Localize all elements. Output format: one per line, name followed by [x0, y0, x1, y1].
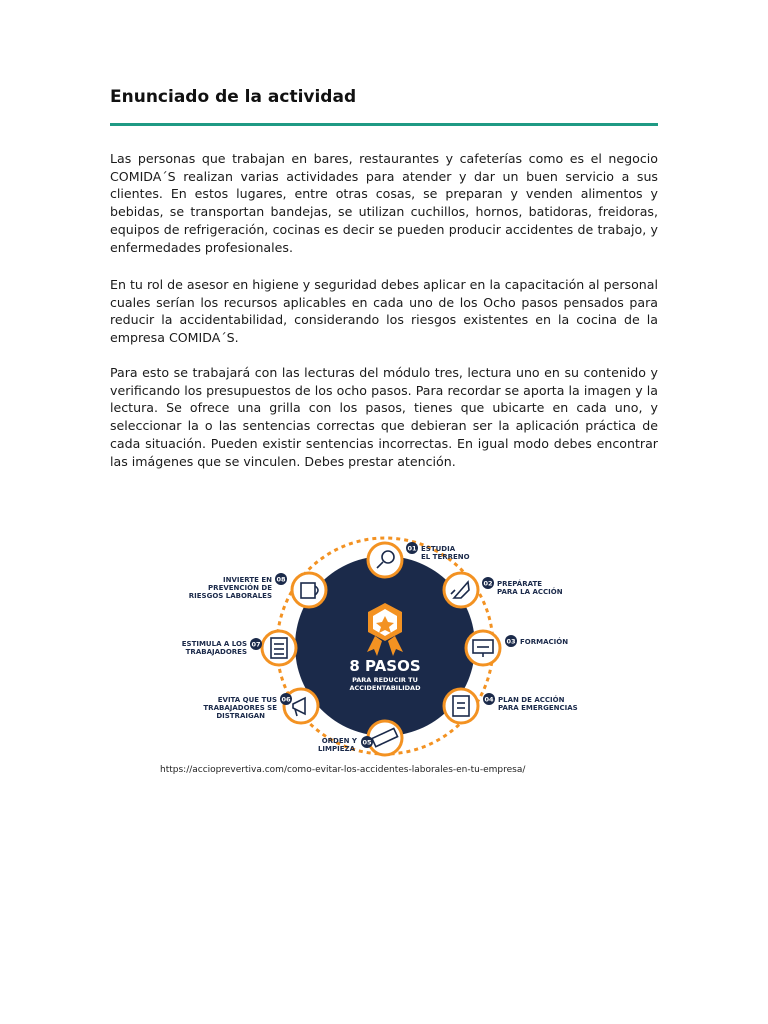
step-08 [189, 573, 326, 607]
center-subtitle-1: PARA REDUCIR TU [352, 676, 418, 684]
step-number: 01 [407, 544, 417, 553]
step-label-line2: TRABAJADORES SE [203, 704, 277, 712]
step-label-line1: PREPÁRATE [497, 580, 543, 588]
paragraph-3: Para esto se trabajará con las lecturas del módulo tres, lectura uno en su contenido y verificando los presupuestos de los ocho pasos. Para recordar se aporta la imagen y la lectura. Se ofrece una grilla con los pasos, tienes que ubicarte en cada uno, y seleccionar la o las sentencias correctas que debieran ser la aplicación práctica de cada situación. Pueden existir sentencias incorrectas. En igual modo debes encontrar las imágenes que se vinculen. Debes prestar atención. [110, 365, 658, 469]
step-number: 03 [506, 637, 516, 646]
source-url: https://accioprevertiva.com/como-evitar-los-accidentes-laborales-en-tu-empresa/ [160, 765, 526, 775]
step-number: 06 [281, 695, 291, 704]
step-label-line1: ESTUDIA [421, 545, 456, 553]
step-03 [466, 631, 568, 665]
step-label-line2: LIMPIEZA [317, 745, 355, 753]
step-02 [444, 573, 563, 607]
step-number: 07 [251, 640, 261, 649]
step-number: 08 [276, 575, 286, 584]
step-06 [203, 689, 318, 723]
step-number: 02 [483, 579, 493, 588]
step-label-line3: DISTRAIGAN [216, 712, 265, 720]
step-label-line2: PARA EMERGENCIAS [498, 704, 578, 712]
step-label-line2: PREVENCIÓN DE [208, 584, 272, 592]
step-07 [182, 631, 296, 665]
paragraph-1: Las personas que trabajan en bares, restaurantes y cafeterías como es el negocio COMIDA´S realizan varias actividades para atender y dar un buen servicio a sus clientes. En estos lugares, entre otras cosas, se preparan y venden alimentos y bebidas, se transportan bandejas, se utilizan cuchillos, hornos, batidoras, freidoras, equipos de refrigeración, cocinas es decir se pueden producir accidentes de trabajo, y enfermedades profesionales. [110, 151, 658, 255]
step-label-line1: ESTIMULA A LOS [181, 640, 247, 648]
step-number: 05 [362, 738, 372, 747]
step-label-line1: FORMACIÓN [520, 638, 569, 646]
step-label-line1: EVITA QUE TUS [217, 696, 277, 704]
center-title: 8 PASOS [349, 657, 421, 675]
step-label-line2: TRABAJADORES [185, 648, 247, 656]
step-label-line1: PLAN DE ACCIÓN [498, 696, 565, 704]
step-label-line3: RIESGOS LABORALES [188, 592, 272, 600]
step-label-line2: EL TERRENO [421, 553, 470, 561]
eight-steps-infographic [155, 528, 615, 778]
step-label-line1: INVIERTE EN [223, 576, 272, 584]
step-label-line1: ORDEN Y [321, 737, 357, 745]
step-label-line2: PARA LA ACCIÓN [497, 588, 563, 596]
center-subtitle-2: ACCIDENTABILIDAD [349, 684, 421, 692]
page-title: Enunciado de la actividad [110, 87, 357, 107]
step-number: 04 [484, 695, 494, 704]
title-divider [110, 123, 658, 126]
step-04 [444, 689, 578, 723]
paragraph-2: En tu rol de asesor en higiene y seguridad debes aplicar en la capacitación al personal cuales serían los recursos aplicables en cada uno de los Ocho pasos pensados para reducir la accidentabilidad, considerando los riesgos existentes en la cocina de la empresa COMIDA´S. [110, 277, 658, 346]
